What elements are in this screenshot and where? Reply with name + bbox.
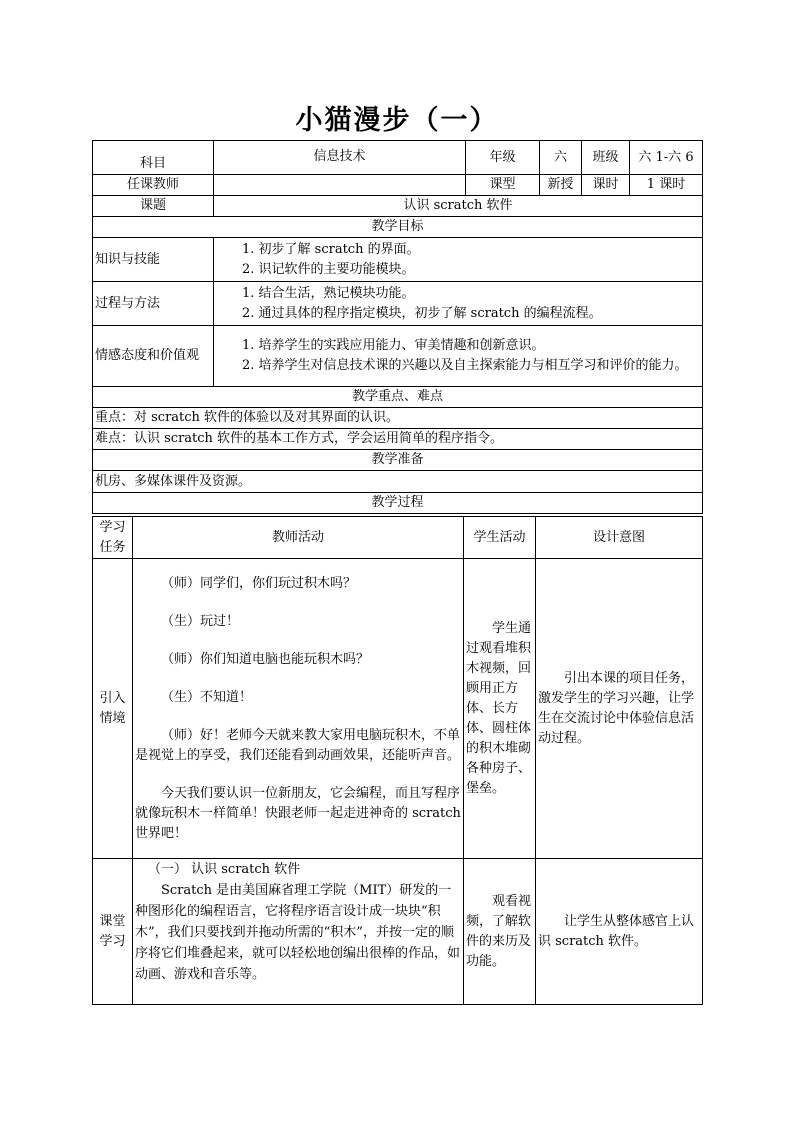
knowledge-item: 2. 识记软件的主要功能模块。: [242, 261, 415, 277]
process-item: 1. 结合生活，熟记模块功能。: [242, 285, 415, 301]
class-value: 六 1-六 6: [630, 141, 703, 175]
process-content: [214, 282, 703, 326]
student-activity-learning: 观看视频，了解软件的来历及功能。: [464, 859, 536, 1005]
type-value: 新授: [540, 175, 582, 196]
topic-label: 课题: [93, 196, 214, 217]
emotion-item: 2. 培养学生对信息技术课的兴趣以及自主探索能力与相互学习和评价的能力。: [242, 358, 688, 373]
knowledge-content: [214, 238, 703, 282]
hours-value: 1 课时: [630, 175, 703, 196]
section-body: Scratch 是由美国麻省理工学院（MIT）研发的一种图形化的编程语言，它将程序语言设计成一块块“积木”，我们只要找到并拖动所需的“积木”，并按一定的顺序将它们堆叠起来，就可以轻松地创编出很棒的作品，如动画、游戏和音乐等。: [135, 883, 461, 982]
design-intent-intro: 引出本课的项目任务，激发学生的学习兴趣，让学生在交流讨论中体验信息活动过程。: [536, 559, 703, 859]
subject-label: 科目: [93, 141, 214, 175]
process-header: 教学过程: [93, 493, 703, 514]
emotion-label: 情感态度和价值观: [93, 326, 214, 387]
emotion-content: [214, 326, 703, 387]
col-task: 学习任务: [93, 517, 133, 559]
task-intro: 引入情境: [93, 559, 133, 859]
prep-header: 教学准备: [93, 450, 703, 471]
student-activity-intro: 学生通过观看堆积木视频，回顾用正方体、长方体、圆柱体的积木堆砌各种房子、堡垒。: [464, 559, 536, 859]
process-label: 过程与方法: [93, 282, 214, 326]
design-intent-learning: 让学生从整体感官上认识 scratch 软件。: [536, 859, 703, 1005]
dialogue-line: （师）好！老师今天就来教大家用电脑玩积木，不单是视觉上的享受，我们还能看到动画效果，还能听声音。: [135, 727, 461, 763]
dialogue-line: 今天我们要认识一位新朋友，它会编程，而且写程序就像玩积木一样简单！快跟老师一起走进神奇的 scratch 世界吧！: [135, 785, 461, 841]
section-heading: （一） 认识 scratch 软件: [148, 862, 301, 877]
grade-value: 六: [540, 141, 582, 175]
dialogue-line: （生）不知道！: [161, 689, 253, 705]
teacher-label: 任课教师: [93, 175, 214, 196]
hours-label: 课时: [582, 175, 630, 196]
emotion-item: 1. 培养学生的实践应用能力、审美情趣和创新意识。: [242, 338, 545, 353]
process-item: 2. 通过具体的程序指定模块，初步了解 scratch 的编程流程。: [242, 305, 602, 321]
subject-value: 信息技术: [214, 141, 466, 175]
col-intent: 设计意图: [536, 517, 703, 559]
col-teacher: 教师活动: [133, 517, 464, 559]
dialogue-line: （师）你们知道电脑也能玩积木吗？: [161, 651, 370, 667]
task-class-learning: 课堂学习: [93, 859, 133, 1005]
focus-header: 教学重点、难点: [93, 387, 703, 408]
lesson-info-table: [92, 140, 703, 514]
col-student: 学生活动: [464, 517, 536, 559]
page-title: 小猫漫步（一）: [295, 105, 499, 136]
teacher-activity-intro: [133, 559, 464, 859]
topic-value: 认识 scratch 软件: [214, 196, 703, 217]
teacher-activity-learning: [133, 859, 464, 1005]
key-point: 重点：对 scratch 软件的体验以及对其界面的认识。: [93, 408, 703, 429]
type-label: 课型: [466, 175, 540, 196]
dialogue-line: （生）玩过！: [161, 613, 240, 629]
teacher-value: [214, 175, 466, 196]
goals-header: 教学目标: [93, 217, 703, 238]
class-label: 班级: [582, 141, 630, 175]
knowledge-label: 知识与技能: [93, 238, 214, 282]
grade-label: 年级: [466, 141, 540, 175]
knowledge-item: 1. 初步了解 scratch 的界面。: [242, 241, 420, 257]
prep-content: 机房、多媒体课件及资源。: [93, 471, 703, 493]
difficult-point: 难点：认识 scratch 软件的基本工作方式，学会运用简单的程序指令。: [93, 429, 703, 450]
teaching-process-table: [92, 516, 703, 1005]
dialogue-line: （师）同学们，你们玩过积木吗？: [161, 575, 357, 591]
